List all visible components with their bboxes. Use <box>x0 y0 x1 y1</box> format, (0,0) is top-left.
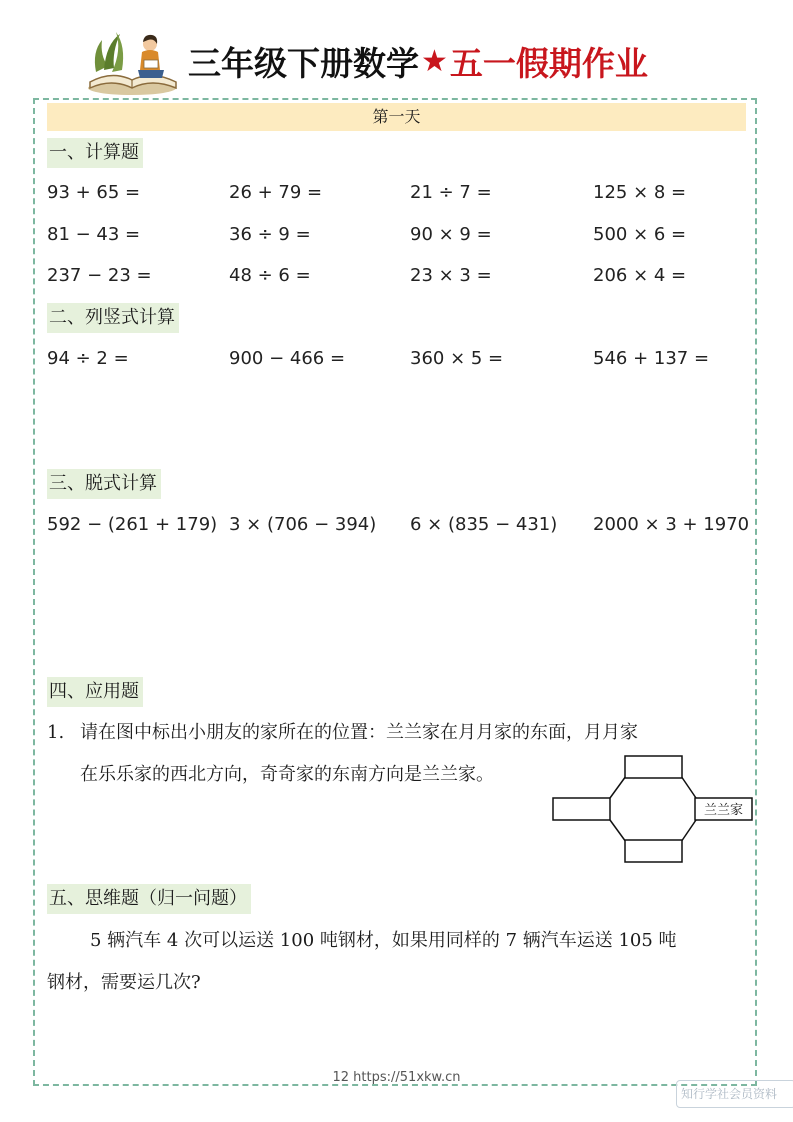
question-number: 1. <box>47 722 65 743</box>
question-text-line: 5 辆汽车 4 次可以运送 100 吨钢材，如果用同样的 7 辆汽车运送 105 吨 <box>90 930 677 951</box>
calc-item: 93 + 65 = <box>47 182 141 203</box>
connector-line <box>610 776 626 798</box>
calc-item: 21 ÷ 7 = <box>410 182 492 203</box>
title-grade-subject: 三年级下册数学 <box>188 43 419 83</box>
calc-row <box>47 178 747 208</box>
vertical-calc-item: 900 − 466 = <box>229 348 346 369</box>
calc-item: 48 ÷ 6 = <box>229 265 311 286</box>
calc-item: 36 ÷ 9 = <box>229 224 311 245</box>
connector-line <box>610 820 626 842</box>
location-diagram <box>548 752 758 868</box>
connector-line <box>681 820 696 842</box>
question-text-line: 在乐乐家的西北方向，奇奇家的东南方向是兰兰家。 <box>80 764 494 785</box>
section-heading-vertical-calculation: 二、列竖式计算 <box>47 303 179 333</box>
section-heading-thinking-problem: 五、思维题（归一问题） <box>47 884 251 914</box>
vertical-calc-row <box>47 344 747 374</box>
watermark-badge: 知行学社会员资料 <box>676 1080 793 1108</box>
page-title <box>188 36 648 86</box>
connector-line <box>681 776 696 798</box>
vertical-calc-item: 360 × 5 = <box>410 348 504 369</box>
title-holiday-homework: 五一假期作业 <box>449 43 648 83</box>
question-text-line: 钢材，需要运几次? <box>47 972 201 993</box>
section-heading-calculation: 一、计算题 <box>47 138 143 168</box>
calc-item: 206 × 4 = <box>593 265 687 286</box>
vertical-calc-item: 546 + 137 = <box>593 348 710 369</box>
vertical-calc-item: 94 ÷ 2 = <box>47 348 129 369</box>
calc-row <box>47 261 747 291</box>
lanlan-house-label: 兰兰家 <box>703 803 744 818</box>
empty-house-box <box>625 840 682 862</box>
stepwise-calc-item: 592 − (261 + 179) <box>47 514 218 535</box>
empty-house-box <box>553 798 610 820</box>
stepwise-calc-item: 2000 × 3 + 1970 <box>593 514 750 535</box>
stepwise-calc-row <box>47 510 750 540</box>
calc-item: 237 − 23 = <box>47 265 152 286</box>
calc-item: 26 + 79 = <box>229 182 323 203</box>
star-icon: ★ <box>421 43 448 79</box>
calc-item: 81 − 43 = <box>47 224 141 245</box>
calc-item: 23 × 3 = <box>410 265 492 286</box>
calc-item: 125 × 8 = <box>593 182 687 203</box>
empty-house-box <box>625 756 682 778</box>
section-heading-stepwise-calculation: 三、脱式计算 <box>47 469 161 499</box>
footer-page-link[interactable]: 12 https://51xkw.cn <box>332 1070 461 1085</box>
calc-item: 90 × 9 = <box>410 224 492 245</box>
calc-row <box>47 220 747 250</box>
day-banner: 第一天 <box>47 103 746 131</box>
stepwise-calc-item: 3 × (706 − 394) <box>229 514 377 535</box>
calc-item: 500 × 6 = <box>593 224 687 245</box>
section-heading-word-problems: 四、应用题 <box>47 677 143 707</box>
page-header <box>0 0 793 100</box>
question-text-line: 请在图中标出小朋友的家所在的位置：兰兰家在月月家的东面，月月家 <box>80 722 638 743</box>
reading-child-illustration <box>82 22 182 97</box>
stepwise-calc-item: 6 × (835 − 431) <box>410 514 558 535</box>
